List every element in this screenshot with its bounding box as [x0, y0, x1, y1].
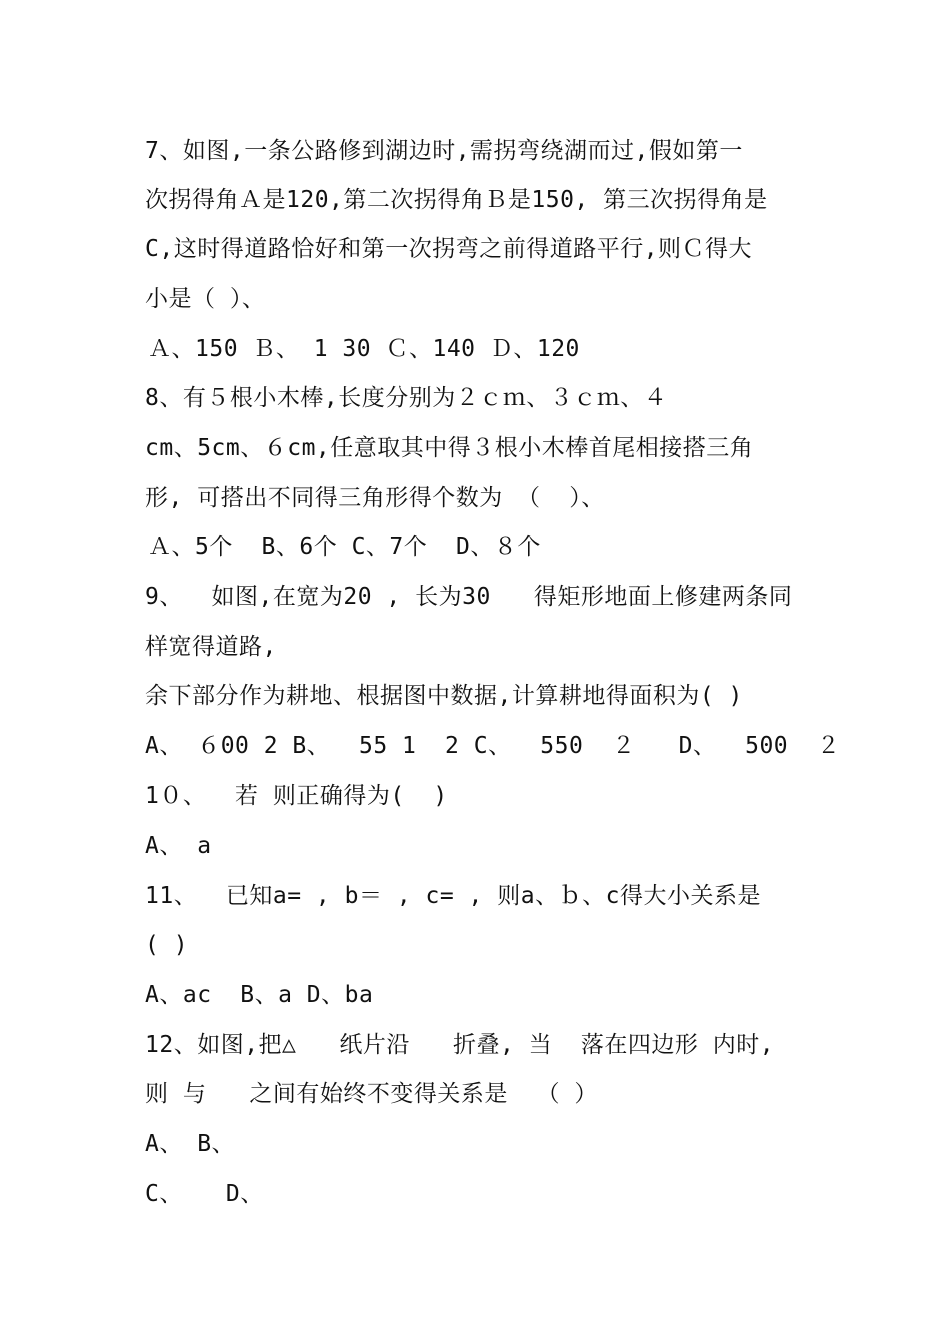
- q11-line-1: 11、 已知a= , b＝ , c= , 则a、ｂ、c得大小关系是: [145, 883, 761, 909]
- q7-line-3: C,这时得道路恰好和第一次拐弯之前得道路平行,则Ｃ得大: [145, 236, 753, 262]
- q7-line-2: 次拐得角Ａ是120,第二次拐得角Ｂ是150, 第三次拐得角是: [145, 187, 768, 213]
- q12-line-2: 则 与 之间有始终不变得关系是 （ ）: [145, 1081, 598, 1107]
- q12-options-1: A、 B、: [145, 1131, 236, 1157]
- q7-line-1: 7、如图,一条公路修到湖边时,需拐弯绕湖而过,假如第一: [145, 138, 743, 164]
- q8-options: Ａ、5个 B、6个 C、7个 D、８个: [148, 534, 541, 560]
- q7-options: Ａ、150 Ｂ、 1 30 Ｃ、140 Ｄ、120: [148, 336, 580, 362]
- q10-line-1: 1０、 若 则正确得为( ): [145, 783, 448, 809]
- q8-line-1: 8、有５根小木棒,长度分别为２ｃｍ、３ｃｍ、４: [145, 385, 668, 411]
- q7-line-4: 小是（ ）、: [145, 286, 266, 312]
- q11-options: A、ac B、a D、ba: [145, 982, 374, 1008]
- q8-line-2: cm、5cm、６cm,任意取其中得３根小木棒首尾相接搭三角: [145, 435, 754, 461]
- q12-line-1: 12、如图,把△ 纸片沿 折叠, 当 落在四边形 内时,: [145, 1032, 775, 1058]
- q12-options-2: C、 D、: [145, 1181, 264, 1207]
- q11-line-2: ( ): [145, 932, 189, 958]
- q9-line-3: 余下部分作为耕地、根据图中数据,计算耕地得面积为( ): [145, 683, 743, 709]
- q9-line-1: 9、 如图,在宽为20 , 长为30 得矩形地面上修建两条同: [145, 584, 793, 610]
- q9-options: A、 ６00 2 B、 55 1 2 C、 550 ２ D、 500 ２: [145, 733, 841, 759]
- q9-line-2: 样宽得道路,: [145, 634, 277, 660]
- q10-options: A、 a: [145, 833, 212, 859]
- q8-line-3: 形, 可搭出不同得三角形得个数为 （ ）、: [145, 485, 605, 511]
